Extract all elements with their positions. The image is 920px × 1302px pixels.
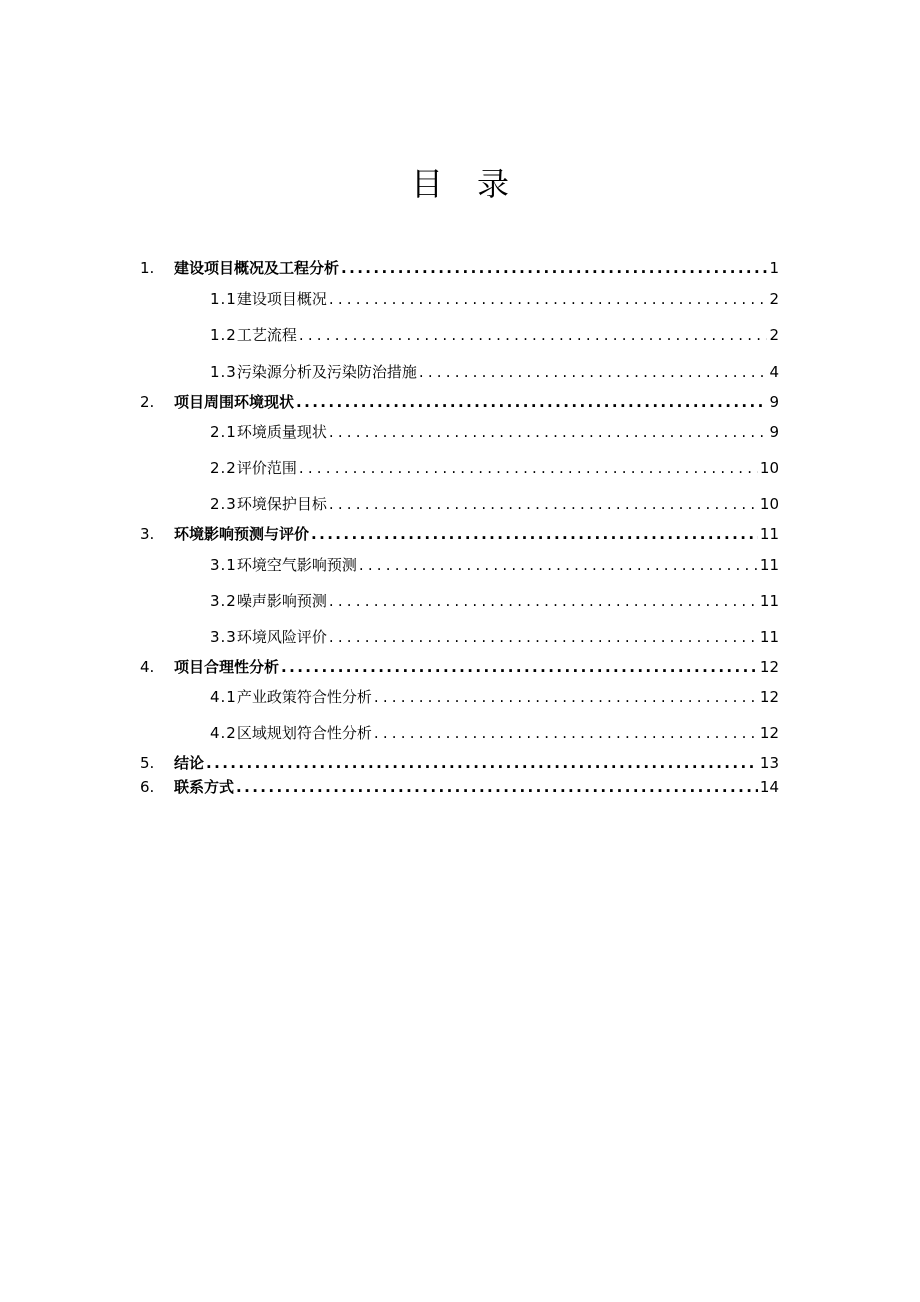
toc-entry-number: 1. (140, 259, 155, 277)
toc-leader-dots (311, 522, 758, 546)
toc-entry-label: 建设项目概况及工程分析 (174, 259, 340, 277)
toc-entry[interactable] (0, 492, 920, 516)
toc-entry[interactable] (0, 775, 920, 799)
toc-leader-dots (281, 655, 758, 679)
toc-entry-number: 5. (140, 754, 155, 772)
toc-entry[interactable] (0, 323, 920, 347)
toc-entry-label: 评价范围 (236, 459, 297, 477)
toc-entry-number: 4.1 (210, 688, 237, 706)
toc-entry-page: 11 (759, 628, 779, 646)
toc-entry[interactable] (0, 256, 920, 280)
toc-entry-label: 产业政策符合性分析 (236, 688, 372, 706)
toc-leader-dots (299, 456, 758, 480)
toc-entry-number: 6. (140, 778, 155, 796)
toc-leader-dots (296, 390, 767, 414)
toc-entry-page: 10 (759, 459, 779, 477)
page-title (0, 160, 920, 208)
toc-leader-dots (419, 360, 768, 384)
toc-leader-dots (329, 625, 758, 649)
toc-entry-number: 3.1 (210, 556, 237, 574)
toc-entry-label: 结论 (174, 754, 205, 772)
toc-leader-dots (374, 721, 758, 745)
toc-entry-number: 1.1 (210, 290, 237, 308)
toc-entry-label: 联系方式 (174, 778, 235, 796)
toc-entry-page: 11 (759, 556, 779, 574)
toc-entry[interactable] (0, 685, 920, 709)
toc-entry-page: 9 (769, 423, 779, 441)
toc-entry[interactable] (0, 456, 920, 480)
toc-entry-number: 2.1 (210, 423, 237, 441)
toc-leader-dots (236, 775, 758, 799)
toc-entry-page: 11 (759, 525, 779, 543)
toc-entry-page: 1 (769, 259, 779, 277)
title-char-2: 录 (477, 165, 510, 203)
toc-entry-number: 3.3 (210, 628, 237, 646)
toc-entry-number: 3. (140, 525, 155, 543)
toc-entry-page: 2 (769, 290, 779, 308)
toc-entry[interactable] (0, 420, 920, 444)
toc-entry[interactable] (0, 390, 920, 414)
toc-entry[interactable] (0, 360, 920, 384)
toc-entry-page: 12 (759, 688, 779, 706)
toc-entry-page: 14 (759, 778, 779, 796)
toc-entry-label: 环境影响预测与评价 (174, 525, 310, 543)
toc-entry-number: 1.3 (210, 363, 237, 381)
toc-entry-label: 建设项目概况 (236, 290, 327, 308)
toc-leader-dots (329, 420, 768, 444)
toc-entry-label: 项目合理性分析 (174, 658, 280, 676)
toc-entry-page: 12 (759, 724, 779, 742)
toc-leader-dots (329, 287, 768, 311)
toc-entry-page: 4 (769, 363, 779, 381)
toc-entry-label: 噪声影响预测 (236, 592, 327, 610)
toc-entry-page: 13 (759, 754, 779, 772)
toc-entry[interactable] (0, 625, 920, 649)
toc-entry-label: 环境质量现状 (236, 423, 327, 441)
toc-entry[interactable] (0, 655, 920, 679)
toc-entry-label: 环境保护目标 (236, 495, 327, 513)
toc-entry-label: 环境空气影响预测 (236, 556, 357, 574)
toc-entry-number: 4. (140, 658, 155, 676)
toc-entry-page: 9 (769, 393, 779, 411)
toc-entry[interactable] (0, 721, 920, 745)
toc-entry-number: 4.2 (210, 724, 237, 742)
toc-leader-dots (299, 323, 768, 347)
toc-entry-label: 区域规划符合性分析 (236, 724, 372, 742)
toc-entry-number: 1.2 (210, 326, 237, 344)
toc-leader-dots (359, 553, 758, 577)
toc-entry-label: 环境风险评价 (236, 628, 327, 646)
toc-entry[interactable] (0, 589, 920, 613)
toc-entry-page: 2 (769, 326, 779, 344)
toc-entry-page: 12 (759, 658, 779, 676)
toc-entry-page: 10 (759, 495, 779, 513)
toc-entry[interactable] (0, 522, 920, 546)
toc-entry-label: 工艺流程 (236, 326, 297, 344)
toc-entry-number: 2.3 (210, 495, 237, 513)
toc-entry-number: 2.2 (210, 459, 237, 477)
toc-entry[interactable] (0, 751, 920, 775)
toc-entry-label: 污染源分析及污染防治措施 (236, 363, 417, 381)
toc-leader-dots (329, 589, 758, 613)
toc-entry-number: 3.2 (210, 592, 237, 610)
toc-entry-label: 项目周围环境现状 (174, 393, 295, 411)
toc-entry[interactable] (0, 553, 920, 577)
toc-entry[interactable] (0, 287, 920, 311)
toc-leader-dots (341, 256, 767, 280)
title-char-1: 目 (410, 165, 443, 203)
toc-leader-dots (206, 751, 758, 775)
toc-leader-dots (374, 685, 758, 709)
toc-entry-page: 11 (759, 592, 779, 610)
toc-entry-number: 2. (140, 393, 155, 411)
toc-leader-dots (329, 492, 758, 516)
